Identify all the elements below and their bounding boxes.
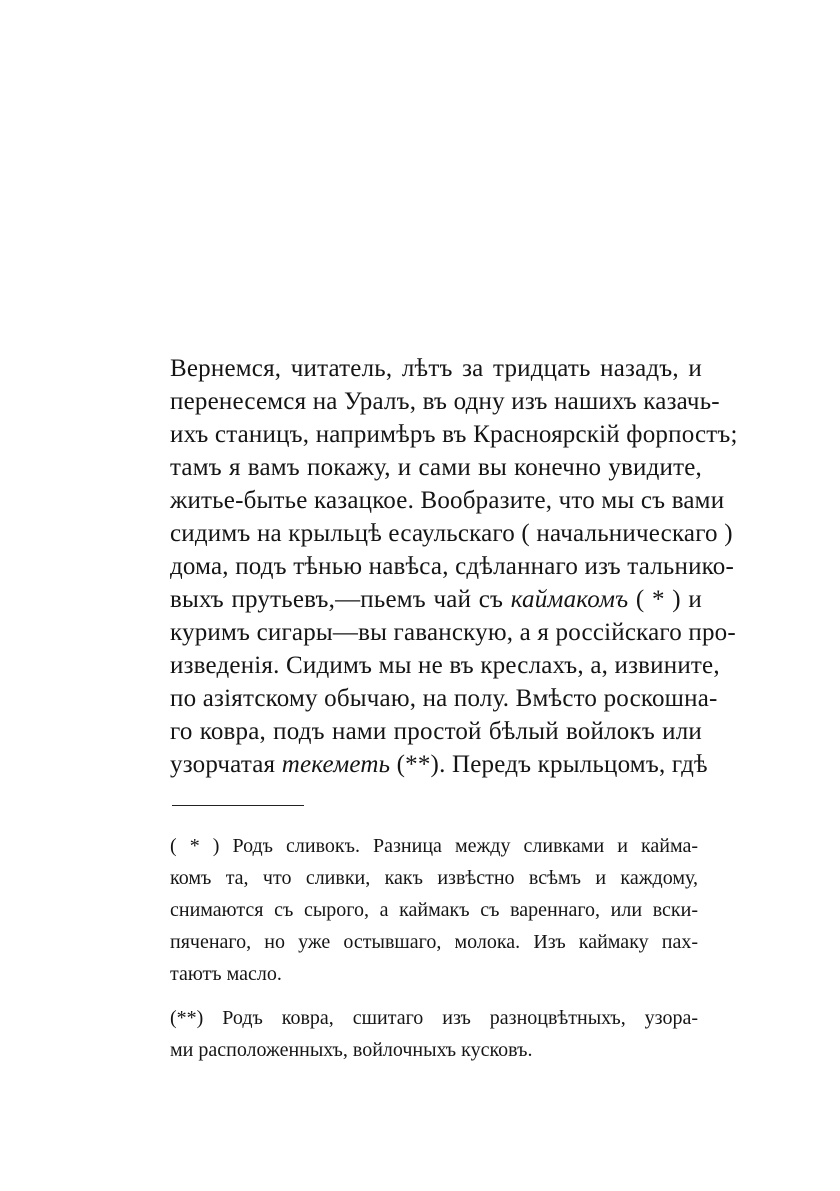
footnote-line: ( * ) Родъ сливокъ. Разница между сливками и кайма- — [170, 835, 698, 857]
italic-term: текеметь — [281, 751, 391, 778]
text-line — [170, 748, 708, 781]
text-line: житье-бытье казацкое. Вообразите, что мы съ вами — [170, 487, 725, 514]
text-line: перенесемся на Уралъ, въ одну изъ нашихъ казачь- — [170, 388, 720, 415]
text-line: сидимъ на крыльцѣ есаульскаго ( начальническаго ) — [170, 520, 733, 547]
text-line: дома, подъ тѣнью навѣса, сдѣланнаго изъ тальнико- — [170, 553, 734, 580]
footnote-divider — [172, 805, 304, 806]
text-fragment: узорчатая — [170, 751, 282, 778]
footnote-line: пяченаго, но уже остывшаго, молока. Изъ каймаку пах- — [170, 931, 698, 953]
text-line: го ковра, подъ нами простой бѣлый войлокъ или — [170, 718, 702, 745]
text-line: тамъ я вамъ покажу, и сами вы конечно увидите, — [170, 454, 702, 481]
main-text-block — [170, 352, 738, 781]
text-line: куримъ сигары—вы гаванскую, а я россійскаго про- — [170, 619, 736, 646]
italic-term: каймакомъ — [510, 586, 629, 613]
footnote-gap — [170, 990, 698, 1002]
footnote-ref: ( * ) и — [628, 586, 702, 613]
footnote-line: ми расположенныхъ, войлочныхъ кусковъ. — [170, 1039, 533, 1061]
footnote-ref: (**). Передъ крыльцомъ, гдѣ — [390, 751, 708, 778]
text-line — [170, 583, 702, 616]
footnote-line: (**) Родъ ковра, сшитаго изъ разноцвѣтныхъ, узора- — [170, 1007, 698, 1029]
text-line: изведенія. Сидимъ мы не въ креслахъ, а, извините, — [170, 652, 720, 679]
footnote-line: таютъ масло. — [170, 963, 282, 985]
text-line: по азіятскому обычаю, на полу. Вмѣсто роскошна- — [170, 685, 718, 712]
text-fragment: выхъ прутьевъ,—пьемъ чай съ — [170, 586, 511, 613]
footnote-line: снимаются съ сырого, а каймакъ съ вареннаго, или вски- — [170, 899, 698, 921]
footnote-line: комъ та, что сливки, какъ извѣстно всѣмъ и каждому, — [170, 867, 698, 889]
text-line: Вернемся, читатель, лѣтъ за тридцать назадъ, и — [170, 355, 702, 382]
footnotes-block — [170, 830, 698, 1066]
text-line: ихъ станицъ, напримѣръ въ Красноярскій форпостъ; — [170, 421, 738, 448]
